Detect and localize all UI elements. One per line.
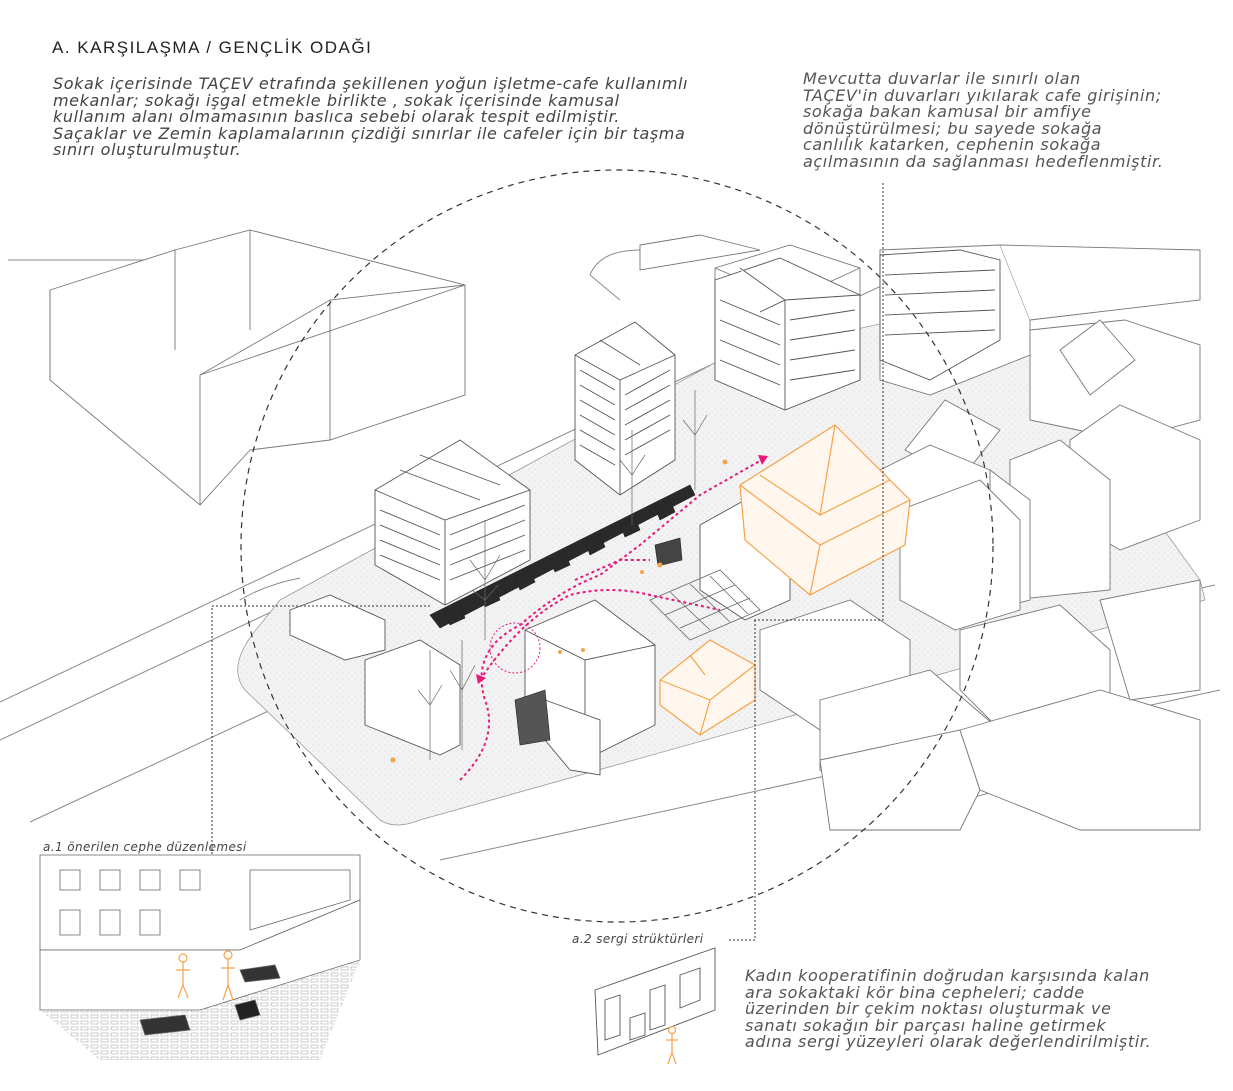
intro-line: sınırı oluşturulmuştur. [53,140,242,159]
intro-line: Sokak içerisinde TAÇEV etrafında şekillenen yoğun işletme-cafe kullanımlı [53,74,689,93]
caption-a1: a.1 önerilen cephe düzenlemesi [43,840,247,854]
note-bottom-line: ara sokaktaki kör bina cepheleri; cadde [745,982,1085,1002]
note-right-line: sokağa bakan kamusal bir amfiye [803,102,1092,121]
note-right-line: Mevcutta duvarlar ile sınırlı olan [803,69,1081,88]
inset-a2-person [666,1027,678,1065]
note-bottom-line: Kadın kooperatifinin doğrudan karşısında kalan [745,966,1150,985]
intro-line: Saçaklar ve Zemin kaplamalarının çizdiği sınırlar ile cafeler için bir taşma [53,123,686,143]
note-right-line: dönüştürülmesi; bu sayede sokağa [803,118,1103,138]
note-bottom-line: adına sergi yüzeyleri olarak değerlendirilmiştir. [745,1032,1152,1051]
note-right-line: TAÇEV'in duvarları yıkılarak cafe girişinin; [803,85,1162,105]
note-right-line: canlılık katarken, cephenin sokağa [803,135,1102,154]
inset-a1-facade [40,855,360,1060]
intro-line: kullanım alanı olmamasının baslıca sebebi olarak tespit edilmiştir. [53,107,620,126]
note-bottom-paragraph [745,968,1151,1051]
inset-a2-exhibition [595,948,715,1055]
page-title: A. KARŞILAŞMA / GENÇLİK ODAĞI [52,38,373,57]
caption-a2: a.2 sergi strüktürleri [572,932,704,946]
intro-line: mekanlar; sokağı işgal etmekle birlikte , sokak içerisinde kamusal [53,90,620,110]
note-right-line: açılmasının da sağlanması hedeflenmiştir. [803,151,1164,171]
note-bottom-line: üzerinden bir çekim noktası oluşturmak ve [745,999,1112,1018]
note-bottom-line: sanatı sokağın bir parçası haline getirmek [745,1015,1107,1035]
